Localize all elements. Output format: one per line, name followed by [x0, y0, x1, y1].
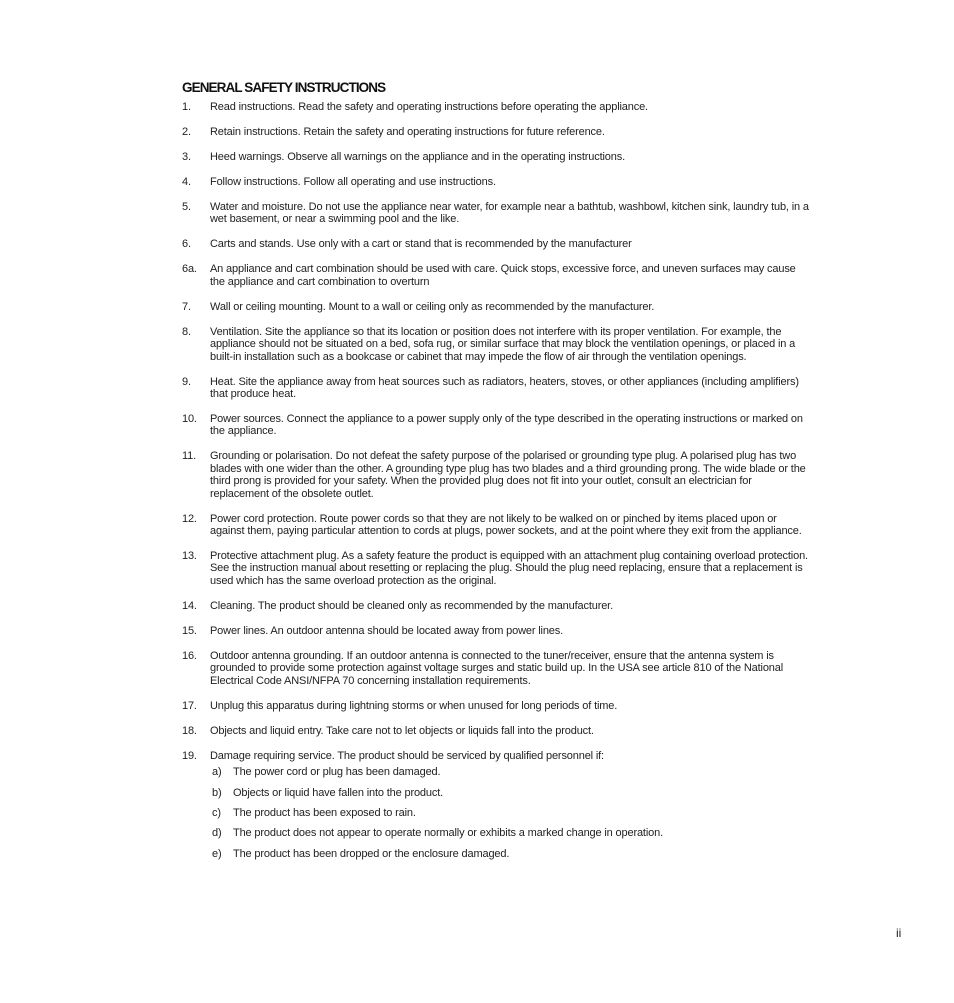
- service-condition-item: [210, 807, 812, 819]
- page-number: ii: [896, 926, 902, 940]
- instruction-text: Damage requiring service. The product should be serviced by qualified personnel if:: [210, 749, 604, 762]
- service-condition-item: [210, 766, 812, 778]
- instruction-text: Heat. Site the appliance away from heat sources such as radiators, heaters, stoves, or other appliances (including amplifiers) that produce heat.: [210, 375, 799, 401]
- safety-instructions-list: [182, 101, 812, 873]
- instruction-number: 5.: [182, 201, 191, 213]
- instruction-item: [182, 725, 812, 737]
- instruction-number: 16.: [182, 649, 197, 662]
- instruction-text: Grounding or polarisation. Do not defeat the safety purpose of the polarised or grounding type plug. A polarised plug has two blades with one wider than the other. A grounding type plug has two blades and a third grounding prong. The wide blade or the third prong is provided for your safety. When the provided plug does not fit into your outlet, consult an electrician for replacement of the obsolete outlet.: [210, 450, 806, 500]
- instruction-number: 14.: [182, 599, 197, 612]
- service-conditions-list: [210, 766, 812, 860]
- service-condition-item: [210, 827, 812, 839]
- instruction-number: 4.: [182, 176, 191, 188]
- instruction-text: Ventilation. Site the appliance so that its location or position does not interfere with its proper ventilation. For example, the appliance should not be situated on a bed, sofa rug, or similar surface that may block the ventilation openings, or placed in a built-in installation such as a bookcase or cabinet that may impede the flow of air through the ventilation openings.: [210, 325, 796, 363]
- instruction-text: Wall or ceiling mounting. Mount to a wall or ceiling only as recommended by the manufacturer.: [210, 300, 655, 313]
- instruction-item: [182, 301, 812, 313]
- service-condition-text: The power cord or plug has been damaged.: [233, 766, 441, 779]
- instruction-text: Outdoor antenna grounding. If an outdoor antenna is connected to the tuner/receiver, ensure that the antenna system is grounded to provide some protection against voltage surges and static build up. In the USA see article 810 of the National Electrical Code ANSI/NFPA 70 concerning installation requirements.: [210, 649, 784, 687]
- service-condition-text: Objects or liquid have fallen into the product.: [233, 786, 444, 799]
- instruction-text: Power cord protection. Route power cords so that they are not likely to be walked on or pinched by items placed upon or against them, paying particular attention to cords at plugs, power sockets, and at the point where they exit from the appliance.: [210, 512, 802, 538]
- instruction-text: Cleaning. The product should be cleaned only as recommended by the manufacturer.: [210, 599, 613, 612]
- page-heading: GENERAL SAFETY INSTRUCTIONS: [182, 80, 386, 96]
- instruction-text: An appliance and cart combination should be used with care. Quick stops, excessive force, and uneven surfaces may cause the appliance and cart combination to overturn: [210, 263, 796, 288]
- instruction-number: 15.: [182, 624, 197, 637]
- instruction-text: Follow instructions. Follow all operating and use instructions.: [210, 176, 496, 188]
- service-condition-letter: c): [212, 806, 221, 819]
- service-condition-text: The product has been exposed to rain.: [233, 806, 416, 819]
- instruction-number: 18.: [182, 724, 197, 737]
- instruction-item: [182, 101, 812, 113]
- service-condition-letter: b): [212, 786, 222, 799]
- instruction-item: [182, 513, 812, 538]
- instruction-text: Objects and liquid entry. Take care not to let objects or liquids fall into the product.: [210, 724, 594, 737]
- instruction-item: [182, 151, 812, 163]
- instruction-item: [182, 750, 812, 860]
- instruction-item: [182, 201, 812, 226]
- instruction-item: [182, 625, 812, 637]
- instruction-number: 17.: [182, 699, 197, 712]
- instruction-number: 2.: [182, 126, 191, 138]
- instruction-number: 6a.: [182, 263, 197, 276]
- instruction-number: 19.: [182, 749, 197, 762]
- service-condition-text: The product does not appear to operate normally or exhibits a marked change in operation.: [233, 827, 663, 840]
- instruction-number: 9.: [182, 375, 191, 388]
- instruction-text: Unplug this apparatus during lightning storms or when unused for long periods of time.: [210, 699, 618, 712]
- service-condition-item: [210, 848, 812, 860]
- instruction-item: [182, 700, 812, 712]
- instruction-item: [182, 600, 812, 612]
- instruction-item: [182, 376, 812, 401]
- service-condition-letter: d): [212, 827, 222, 840]
- instruction-item: [182, 263, 812, 288]
- service-condition-text: The product has been dropped or the enclosure damaged.: [233, 847, 510, 860]
- instruction-number: 12.: [182, 512, 197, 525]
- instruction-text: Read instructions. Read the safety and operating instructions before operating the appliance.: [210, 101, 648, 113]
- instruction-number: 11.: [182, 450, 197, 463]
- service-condition-letter: e): [212, 847, 222, 860]
- instruction-text: Water and moisture. Do not use the appliance near water, for example near a bathtub, washbowl, kitchen sink, laundry tub, in a wet basement, or near a swimming pool and the like.: [210, 201, 809, 226]
- instruction-number: 1.: [182, 101, 191, 113]
- service-condition-item: [210, 787, 812, 799]
- instruction-item: [182, 413, 812, 438]
- instruction-item: [182, 238, 812, 250]
- instruction-text: Power lines. An outdoor antenna should be located away from power lines.: [210, 624, 564, 637]
- instruction-item: [182, 450, 812, 500]
- instruction-number: 6.: [182, 238, 191, 251]
- instruction-number: 8.: [182, 325, 191, 338]
- instruction-item: [182, 326, 812, 363]
- instruction-text: Protective attachment plug. As a safety feature the product is equipped with an attachment plug containing overload protection. See the instruction manual about resetting or replacing the plug. Should the plug need replacing, ensure that a replacement is used which has the same overload protection as the original.: [210, 550, 808, 587]
- instruction-number: 3.: [182, 151, 191, 163]
- instruction-number: 13.: [182, 550, 197, 563]
- instruction-item: [182, 550, 812, 587]
- instruction-number: 7.: [182, 300, 191, 313]
- service-condition-letter: a): [212, 766, 222, 779]
- instruction-text: Heed warnings. Observe all warnings on the appliance and in the operating instructions.: [210, 151, 625, 163]
- instruction-text: Power sources. Connect the appliance to a power supply only of the type described in the operating instructions or marked on the appliance.: [210, 413, 803, 438]
- instruction-item: [182, 176, 812, 188]
- instruction-number: 10.: [182, 413, 197, 426]
- instruction-text: Retain instructions. Retain the safety and operating instructions for future reference.: [210, 126, 605, 138]
- instruction-item: [182, 650, 812, 687]
- instruction-text: Carts and stands. Use only with a cart or stand that is recommended by the manufacturer: [210, 238, 632, 251]
- instruction-item: [182, 126, 812, 138]
